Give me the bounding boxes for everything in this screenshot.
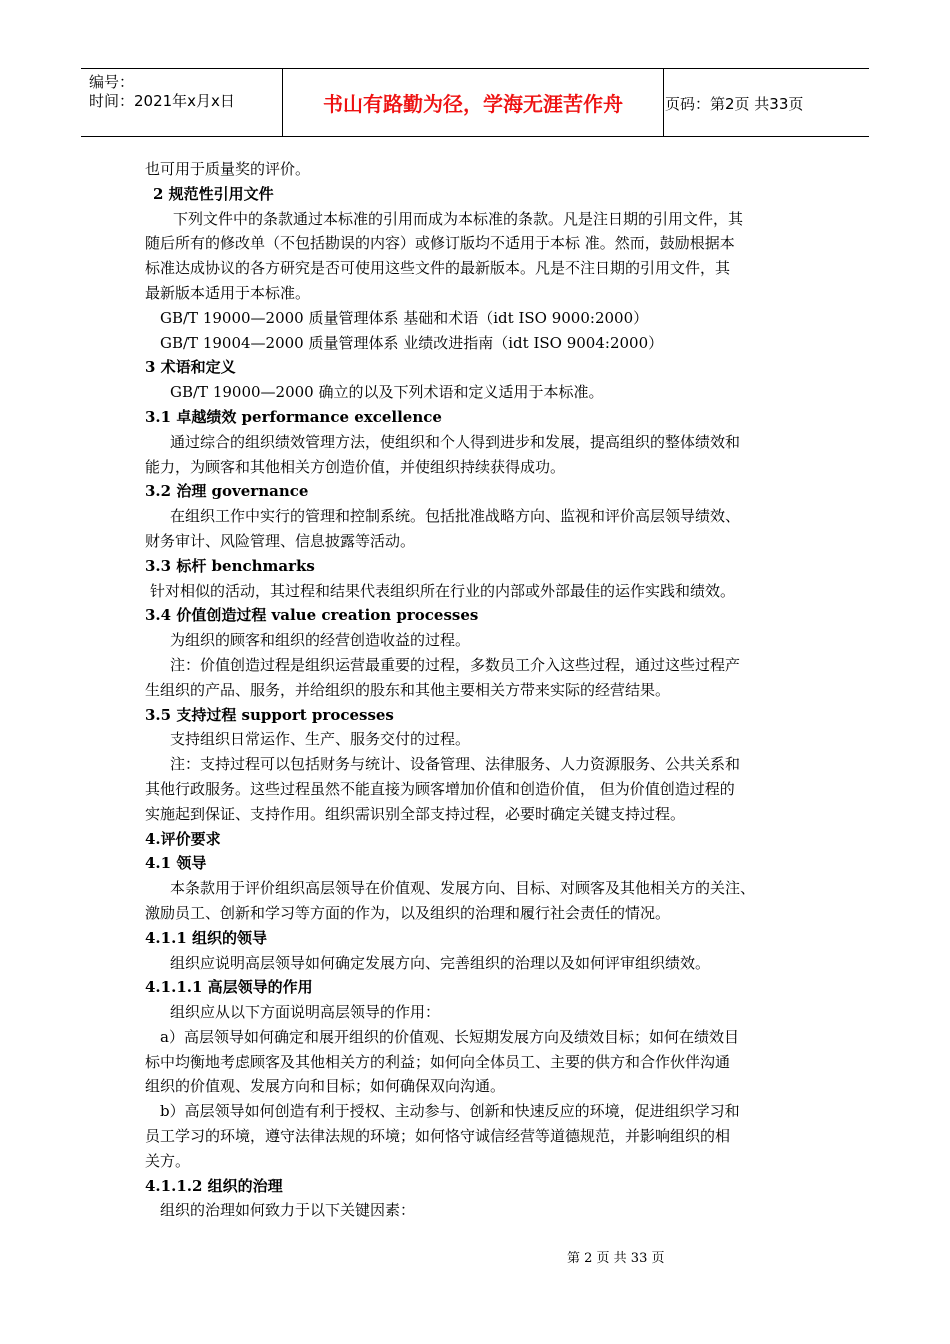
text-line: 生组织的产品、服务，并给组织的股东和其他主要相关方带来实际的经营结果。 [145,680,671,699]
section-heading: 4.1.1 组织的领导 [145,928,267,947]
text-line: 财务审计、风险管理、信息披露等活动。 [145,531,416,550]
text-line: 其他行政服务。这些过程虽然不能直接为顾客增加价值和创造价值， 但为价值创造过程的 [145,779,735,798]
text-line: 通过综合的组织绩效管理方法，使组织和个人得到进步和发展，提高组织的整体绩效和 [170,432,741,451]
text-line: 标准达成协议的各方研究是否可使用这些文件的最新版本。凡是不注日期的引用文件，其 [145,259,731,278]
text-line: 能力，为顾客和其他相关方创造价值，并使组织持续获得成功。 [145,457,566,476]
text-line: 在组织工作中实行的管理和控制系统。包括批准战略方向、监视和评价高层领导绩效、 [170,507,741,526]
section-heading: 3.3 标杆 benchmarks [145,556,315,575]
text-line: GB/T 19004—2000 质量管理体系 业绩改进指南（idt ISO 9004:2000） [160,333,664,352]
text-line: 组织应说明高层领导如何确定发展方向、完善组织的治理以及如何评审组织绩效。 [170,953,711,972]
document-body [145,157,825,1223]
text-line: 最新版本适用于本标准。 [145,283,311,302]
text-line: 也可用于质量奖的评价。 [145,160,311,178]
text-line: 为组织的顾客和组织的经营创造收益的过程。 [170,631,471,650]
date-label: 时间：2021年x月x日 [89,92,235,110]
text-line: 支持组织日常运作、生产、服务交付的过程。 [170,730,471,749]
text-line: a）高层领导如何确定和展开组织的价值观、长短期发展方向及绩效目标；如何在绩效目 [160,1027,739,1046]
text-line: 本条款用于评价组织高层领导在价值观、发展方向、目标、对顾客及其他相关方的关注、 [170,879,756,898]
text-line: 关方。 [145,1151,191,1170]
section-heading: 3.1 卓越绩效 performance excellence [145,407,442,426]
text-line: 随后所有的修改单（不包括勘误的内容）或修订版均不适用于本标 准。然而，鼓励根据本 [145,234,735,253]
text-line: 注：支持过程可以包括财务与统计、设备管理、法律服务、人力资源服务、公共关系和 [170,755,741,774]
section-heading: 4.评价要求 [145,829,221,848]
text-line: 员工学习的环境，遵守法律法规的环境；如何恪守诚信经营等道德规范，并影响组织的相 [145,1127,731,1146]
section-heading: 3 术语和定义 [145,358,236,377]
section-heading: 4.1.1.2 组织的治理 [145,1176,283,1195]
text-line: GB/T 19000—2000 质量管理体系 基础和术语（idt ISO 9000:2000） [160,308,649,327]
text-line: 组织应从以下方面说明高层领导的作用： [170,1003,441,1022]
text-line: 下列文件中的条款通过本标准的引用而成为本标准的条款。凡是注日期的引用文件，其 [173,209,744,228]
number-label: 编号： [89,73,135,91]
header-motto: 书山有路勤为径，学海无涯苦作舟 [323,92,623,116]
header-info [89,73,235,111]
section-heading: 4.1 领导 [145,854,207,873]
text-line: 针对相似的活动，其过程和结果代表组织所在行业的内部或外部最佳的运作实践和绩效。 [150,581,736,600]
text-line: 激励员工、创新和学习等方面的作为，以及组织的治理和履行社会责任的情况。 [145,903,671,922]
header-page-number: 页码：第2页 共33页 [665,95,804,113]
section-heading: 3.4 价值创造过程 value creation processes [145,606,479,625]
text-line: b）高层领导如何创造有利于授权、主动参与、创新和快速反应的环境，促进组织学习和 [160,1102,740,1121]
text-line: 注：价值创造过程是组织运营最重要的过程，多数员工介入这些过程，通过这些过程产 [170,655,741,674]
page-header [81,68,869,137]
text-line: 组织的价值观、发展方向和目标；如何确保双向沟通。 [145,1077,506,1096]
section-heading: 3.5 支持过程 support processes [145,705,394,724]
header-divider [663,69,664,136]
section-heading: 3.2 治理 governance [145,482,309,501]
section-heading: 4.1.1.1 高层领导的作用 [145,978,313,997]
text-line: GB/T 19000—2000 确立的以及下列术语和定义适用于本标准。 [170,383,604,402]
text-line: 实施起到保证、支持作用。组织需识别全部支持过程，必要时确定关键支持过程。 [145,804,686,823]
text-line: 组织的治理如何致力于以下关键因素： [160,1201,416,1220]
text-line: 标中均衡地考虑顾客及其他相关方的利益；如何向全体员工、主要的供方和合作伙伴沟通 [145,1052,731,1071]
section-heading: 2 规范性引用文件 [153,184,274,203]
page-footer: 第 2 页 共 33 页 [567,1251,665,1266]
